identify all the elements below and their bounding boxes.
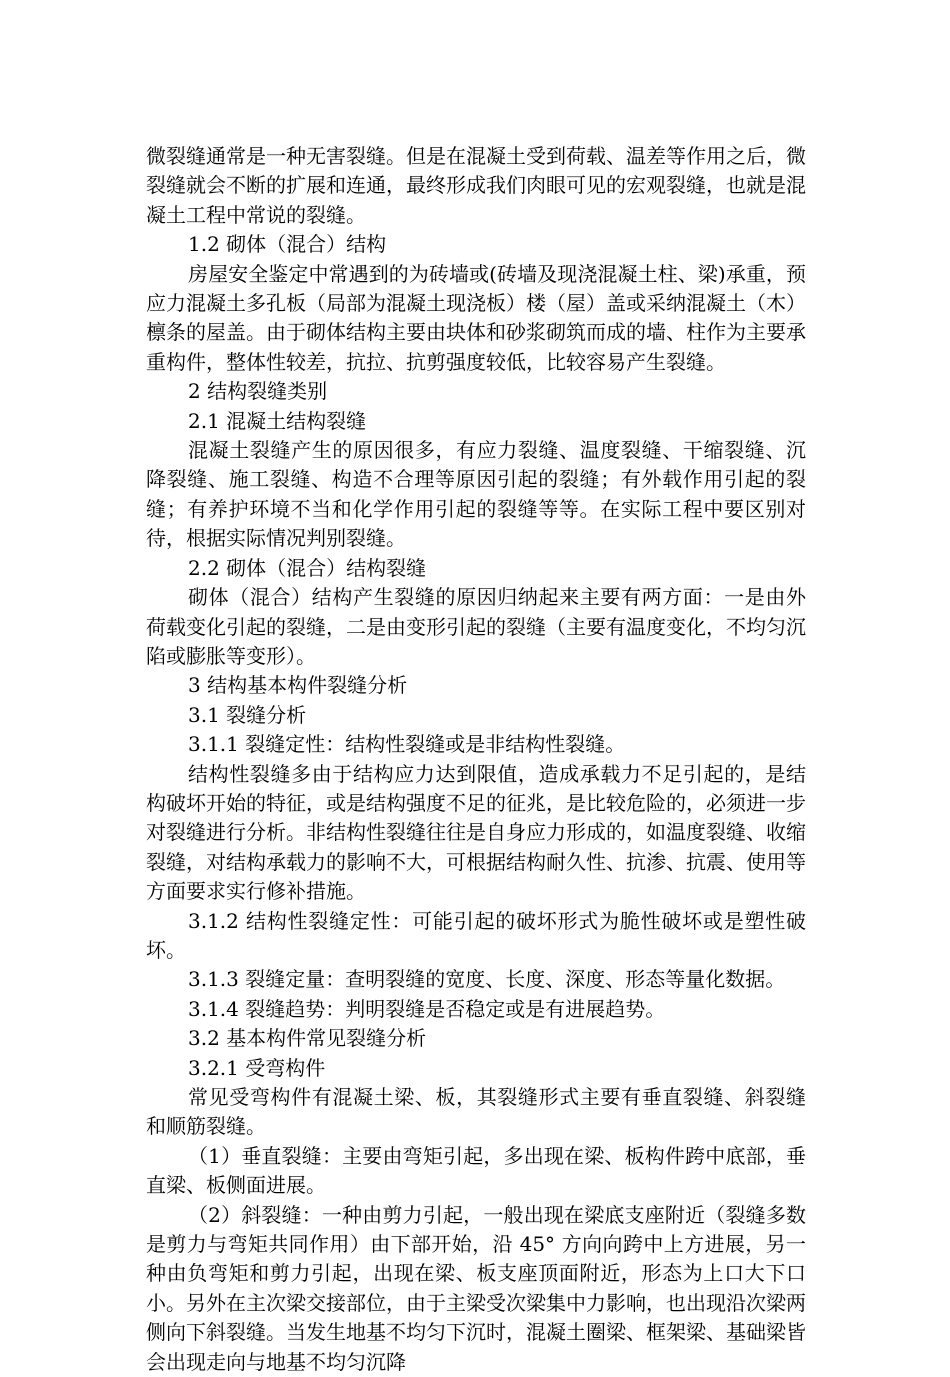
section-heading: 3.1 裂缝分析 xyxy=(188,702,307,727)
body-paragraph: 结构性裂缝多由于结构应力达到限值，造成承载力不足引起的，是结构破坏开始的特征，或是结构强度不足的征兆，是比较危险的，必须进一步对裂缝进行分析。非结构性裂缝往往是自身应力形成的，如温度裂缝、收缩裂缝，对结构承载力的影响不大，可根据结构耐久性、抗渗、抗震、使用等方面要求实行修补措施。 xyxy=(146,761,806,904)
body-paragraph: 3.1.2 结构性裂缝定性：可能引起的破坏形式为脆性破坏或是塑性破坏。 xyxy=(146,908,806,962)
body-paragraph: 混凝土裂缝产生的原因很多，有应力裂缝、温度裂缝、干缩裂缝、沉降裂缝、施工裂缝、构造不合理等原因引起的裂缝；有外载作用引起的裂缝；有养护环境不当和化学作用引起的裂缝等等。在实际工程中要区别对待，根据实际情况判别裂缝。 xyxy=(146,438,806,551)
body-paragraph: （2）斜裂缝：一种由剪力引起，一般出现在梁底支座附近（裂缝多数是剪力与弯矩共同作用）由下部开始，沿 45° 方向向跨中上方进展，另一种由负弯矩和剪力引起，出现在梁、板支座顶面附近，形态为上口大下口小。另外在主次梁交接部位，由于主梁受次梁集中力影响，也出现沿次梁两侧向下斜裂缝。当发生地基不均匀下沉时，混凝土圈梁、框架梁、基础梁皆会出现走向与地基不均匀沉降 xyxy=(146,1202,806,1374)
body-paragraph: 3.1.3 裂缝定量：查明裂缝的宽度、长度、深度、形态等量化数据。 xyxy=(188,967,786,992)
section-heading: 2.1 混凝土结构裂缝 xyxy=(188,408,367,433)
section-heading: 3.2.1 受弯构件 xyxy=(188,1055,326,1080)
section-heading: 3.2 基本构件常见裂缝分析 xyxy=(188,1026,427,1051)
body-paragraph: 3.1.4 裂缝趋势：判明裂缝是否稳定或是有进展趋势。 xyxy=(188,996,666,1021)
body-paragraph: 砌体（混合）结构产生裂缝的原因归纳起来主要有两方面：一是由外荷载变化引起的裂缝，二是由变形引起的裂缝（主要有温度变化，不均匀沉陷或膨胀等变形）。 xyxy=(146,585,806,668)
body-paragraph: （1）垂直裂缝：主要由弯矩引起，多出现在梁、板构件跨中底部，垂直梁、板侧面进展。 xyxy=(146,1143,806,1198)
document-page xyxy=(146,142,806,1377)
body-paragraph: 微裂缝通常是一种无害裂缝。但是在混凝土受到荷载、温差等作用之后，微裂缝就会不断的扩展和连通，最终形成我们肉眼可见的宏观裂缝，也就是混凝土工程中常说的裂缝。 xyxy=(146,144,806,227)
body-paragraph: 3.1.1 裂缝定性：结构性裂缝或是非结构性裂缝。 xyxy=(188,732,626,757)
section-heading: 1.2 砌体（混合）结构 xyxy=(188,232,387,257)
section-heading: 3 结构基本构件裂缝分析 xyxy=(188,673,408,698)
body-paragraph: 常见受弯构件有混凝土梁、板，其裂缝形式主要有垂直裂缝、斜裂缝和顺筋裂缝。 xyxy=(146,1085,806,1139)
body-paragraph: 房屋安全鉴定中常遇到的为砖墙或(砖墙及现浇混凝土柱、梁)承重，预应力混凝土多孔板（局部为混凝土现浇板）楼（屋）盖或采纳混凝土（木）檩条的屋盖。由于砌体结构主要由块体和砂浆砌筑而成的墙、柱作为主要承重构件，整体性较差，抗拉、抗剪强度较低，比较容易产生裂缝。 xyxy=(146,261,806,374)
section-heading: 2.2 砌体（混合）结构裂缝 xyxy=(188,555,427,580)
section-heading: 2 结构裂缝类别 xyxy=(188,379,328,404)
